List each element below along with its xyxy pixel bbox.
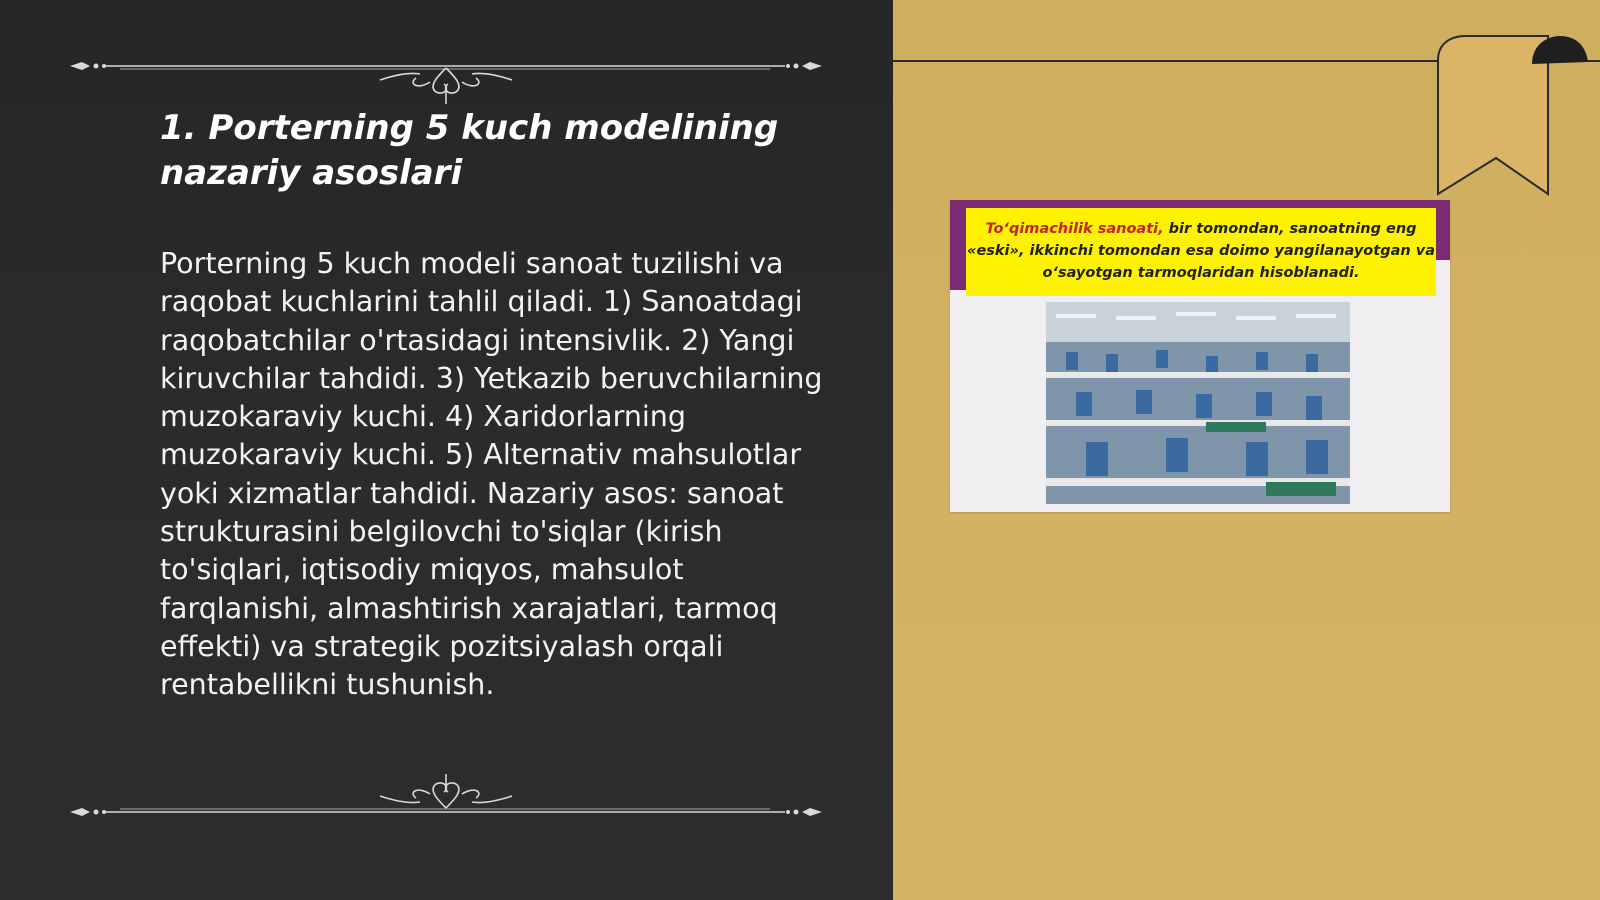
ornament-divider-icon — [60, 772, 832, 832]
caption-line-3: o‘sayotgan tarmoqlaridan hisoblanadi. — [1042, 265, 1360, 281]
figure-band — [950, 200, 1450, 208]
figure-caption — [966, 208, 1436, 296]
factory-photo — [1046, 302, 1350, 504]
slide-body-text: Porterning 5 kuch modeli sanoat tuzilishi va raqobat kuchlarini tahlil qiladi. 1) Sanoatdagi raqobatchilar o'rtasidagi intensivlik. 2) Yangi kiruvchilar tahdidi. 3) Yetkazib beruvchilarning muzokaraviy kuchi. 4) Xaridorlarning muzokaraviy kuchi. 5) Alternativ mahsulotlar yoki xizmatlar tahdidi. Nazariy asos: sanoat strukturasini belgilovchi to'siqlar (kirish to'siqlari, iqtisodiy miqyos, mahsulot farqlanishi, almashtirish xarajatlari, tarmoq effekti) va strategik pozitsiyalash orqali rentabellikni tushunish. — [160, 247, 823, 702]
figure-band-left — [950, 200, 966, 290]
slide-title: 1. Porterning 5 kuch modelining nazariy asoslari — [160, 108, 779, 193]
ornament-divider-icon — [60, 46, 832, 106]
slide-figure — [950, 200, 1450, 512]
figure-band-right — [1436, 200, 1450, 260]
divider-line — [893, 60, 1438, 62]
caption-highlight: To‘qimachilik sanoati, — [985, 221, 1164, 237]
bookmark-icon — [1436, 34, 1596, 204]
caption-line-2: «eski», ikkinchi tomondan esa doimo yangilanayotgan va — [967, 243, 1435, 259]
caption-line-1: bir tomondan, sanoatning eng — [1163, 221, 1417, 237]
